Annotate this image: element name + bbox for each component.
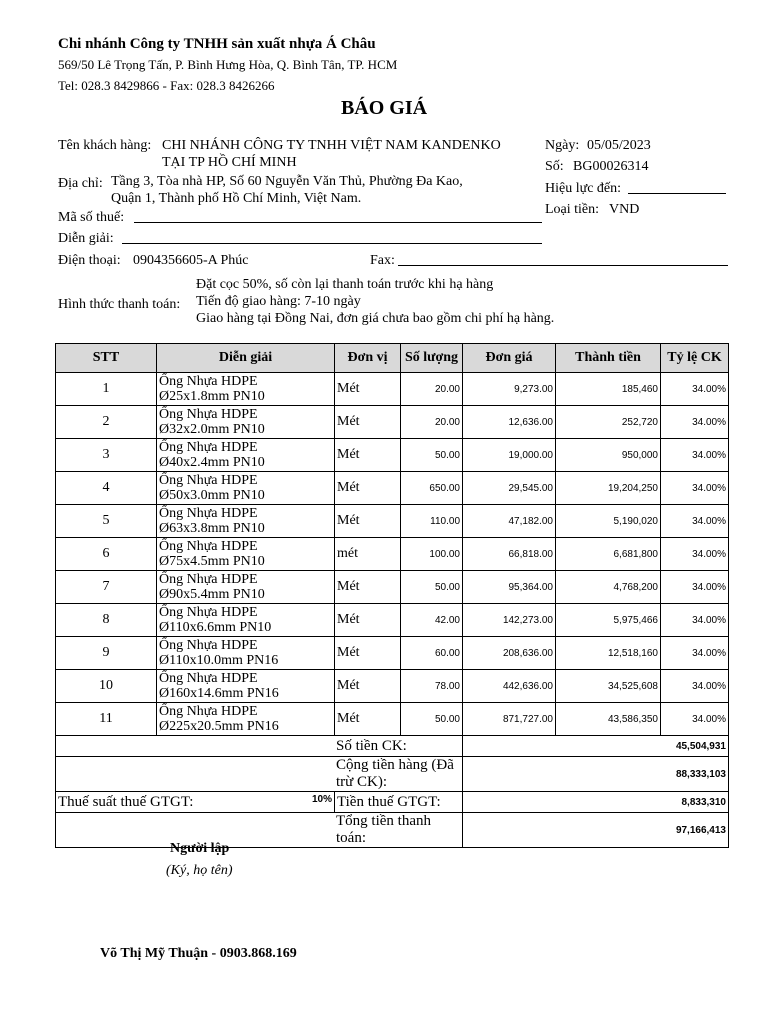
table-row [56,505,729,538]
desc-line1: Ống Nhựa HDPE [159,440,258,455]
stt-text: 6 [102,546,110,561]
qty-text: 50.00 [434,581,460,593]
unit-text: Mét [337,678,360,693]
amount-text: 43,586,350 [607,713,658,725]
qty-cell [401,439,463,472]
ck-text: 34.00% [692,548,726,560]
total-row [56,813,729,848]
stt-cell [56,703,157,736]
header-amount: Thành tiền [556,344,661,373]
price-cell [463,373,556,406]
amount-cell [556,406,661,439]
price-cell [463,472,556,505]
price-cell [463,538,556,571]
price-cell [463,703,556,736]
payment-line2: Tiến độ giao hàng: 7-10 ngày [196,294,361,309]
qty-text: 60.00 [434,647,460,659]
qty-cell [401,571,463,604]
desc-cell [157,538,335,571]
amount-text: 6,681,800 [613,548,658,560]
payment-label: Hình thức thanh toán: [58,297,181,312]
desc-line1: Ống Nhựa HDPE [159,572,258,587]
unit-cell [335,604,401,637]
address-line2: Quận 1, Thành phố Hồ Chí Minh, Việt Nam. [111,191,362,206]
desc-line2: Ø110x10.0mm PN16 [159,653,279,668]
stt-cell [56,637,157,670]
address-label: Địa chỉ: [58,176,103,191]
desc-cell [157,703,335,736]
payment-line3: Giao hàng tại Đồng Nai, đơn giá chưa bao gồm chi phí hạ hàng. [196,311,555,326]
amount-cell [556,472,661,505]
price-cell [463,439,556,472]
unit-cell [335,538,401,571]
table-row [56,670,729,703]
price-cell [463,670,556,703]
qty-text: 50.00 [434,449,460,461]
price-text: 95,364.00 [508,581,553,593]
ck-text: 34.00% [692,713,726,725]
unit-cell [335,373,401,406]
subtotal-row [56,757,729,792]
qty-text: 650.00 [429,482,460,494]
amount-text: 4,768,200 [613,581,658,593]
ck-text: 34.00% [692,647,726,659]
payment-line1: Đặt cọc 50%, số còn lại thanh toán trước khi hạ hàng [196,277,494,292]
ck-cell [661,406,729,439]
total-value: 97,166,413 [463,813,729,848]
desc-line2: Ø90x5.4mm PN10 [159,587,265,602]
tax-label: Mã số thuế: [58,210,125,225]
desc-line1: Ống Nhựa HDPE [159,473,258,488]
desc-line2: Ø160x14.6mm PN16 [159,686,279,701]
desc-line1: Ống Nhựa HDPE [159,605,258,620]
unit-text: mét [337,546,358,561]
signature-title: Người lập [170,841,230,856]
currency-label: Loại tiền: [545,202,600,217]
valid-label: Hiệu lực đến: [545,181,622,196]
ck-cell [661,505,729,538]
qty-cell [401,703,463,736]
stt-cell [56,670,157,703]
desc-line1: Ống Nhựa HDPE [159,407,258,422]
unit-text: Mét [337,612,360,627]
table-row [56,373,729,406]
vat-rate-value: 10% [311,794,332,805]
subtotal-value: 88,333,103 [463,757,729,792]
vat-value: 8,833,310 [463,792,729,813]
phone-label: Điện thoại: [58,253,121,268]
stt-text: 1 [102,381,110,396]
stt-text: 10 [99,678,113,693]
ck-cell [661,637,729,670]
amount-cell [556,439,661,472]
ck-text: 34.00% [692,416,726,428]
table-row [56,538,729,571]
amount-text: 19,204,250 [607,482,658,494]
unit-cell [335,472,401,505]
company-address: 569/50 Lê Trọng Tấn, P. Bình Hưng Hòa, Q. Bình Tân, TP. HCM [58,57,398,72]
ck-cell [661,604,729,637]
header-desc: Diễn giải [157,344,335,373]
ck-text: 34.00% [692,515,726,527]
table-row [56,472,729,505]
qty-text: 20.00 [434,383,460,395]
unit-cell [335,703,401,736]
stt-text: 2 [102,414,110,429]
stt-text: 9 [102,645,110,660]
price-cell [463,406,556,439]
price-cell [463,604,556,637]
header-price: Đơn giá [463,344,556,373]
stt-cell [56,373,157,406]
desc-cell [157,670,335,703]
discount-value: 45,504,931 [463,736,729,757]
desc-line2: Ø25x1.8mm PN10 [159,389,265,404]
date-value: 05/05/2023 [587,138,651,153]
customer-name-line2: TẠI TP HỒ CHÍ MINH [162,155,297,170]
ck-text: 34.00% [692,614,726,626]
qty-cell [401,604,463,637]
ck-cell [661,538,729,571]
phone-value: 0904356605-A Phúc [133,253,249,268]
unit-cell [335,670,401,703]
fax-field-line [398,265,728,266]
amount-text: 12,518,160 [607,647,658,659]
vat-row [56,792,729,813]
currency-value: VND [609,202,640,217]
header-stt: STT [56,344,157,373]
number-value: BG00026314 [573,159,649,174]
unit-cell [335,571,401,604]
amount-cell [556,571,661,604]
total-label: Tổng tiền thanh toán: [56,813,463,848]
stt-cell [56,538,157,571]
stt-text: 8 [102,612,110,627]
vat-rate-label: Thuế suất thuế GTGT: [58,793,194,810]
desc-cell [157,406,335,439]
quotation-table [55,343,729,848]
amount-text: 5,975,466 [613,614,658,626]
subtotal-label: Cộng tiền hàng (Đã trừ CK): [56,757,463,792]
amount-text: 34,525,608 [607,680,658,692]
qty-text: 20.00 [434,416,460,428]
qty-text: 50.00 [434,713,460,725]
table-row [56,604,729,637]
signature-note: (Ký, họ tên) [166,863,233,878]
company-contact: Tel: 028.3 8429866 - Fax: 028.3 8426266 [58,78,275,93]
desc-label: Diễn giải: [58,231,114,246]
unit-cell [335,406,401,439]
table-row [56,703,729,736]
stt-text: 7 [102,579,110,594]
ck-text: 34.00% [692,581,726,593]
table-header-row [56,344,729,373]
signer-name: Võ Thị Mỹ Thuận - 0903.868.169 [100,946,297,961]
ck-cell [661,670,729,703]
price-text: 9,273.00 [514,383,553,395]
desc-cell [157,571,335,604]
desc-line1: Ống Nhựa HDPE [159,671,258,686]
desc-line1: Ống Nhựa HDPE [159,638,258,653]
price-text: 29,545.00 [508,482,553,494]
unit-text: Mét [337,447,360,462]
discount-row [56,736,729,757]
desc-line1: Ống Nhựa HDPE [159,704,258,719]
ck-text: 34.00% [692,482,726,494]
stt-cell [56,439,157,472]
table-row [56,571,729,604]
desc-line1: Ống Nhựa HDPE [159,539,258,554]
qty-text: 110.00 [430,515,460,527]
desc-line2: Ø50x3.0mm PN10 [159,488,265,503]
amount-cell [556,538,661,571]
qty-cell [401,472,463,505]
qty-cell [401,670,463,703]
amount-text: 252,720 [621,416,658,428]
stt-cell [56,604,157,637]
desc-cell [157,472,335,505]
desc-cell [157,604,335,637]
number-label: Số: [545,159,564,174]
header-unit: Đơn vị [335,344,401,373]
desc-cell [157,505,335,538]
desc-line1: Ống Nhựa HDPE [159,374,258,389]
amount-cell [556,637,661,670]
amount-cell [556,505,661,538]
qty-cell [401,406,463,439]
ck-cell [661,472,729,505]
desc-line2: Ø110x6.6mm PN10 [159,620,272,635]
qty-text: 78.00 [434,680,460,692]
price-text: 208,636.00 [502,647,553,659]
stt-text: 3 [102,447,110,462]
header-qty: Số lượng [401,344,463,373]
qty-text: 100.00 [429,548,460,560]
amount-cell [556,670,661,703]
amount-text: 950,000 [621,449,658,461]
desc-line1: Ống Nhựa HDPE [159,506,258,521]
stt-text: 5 [102,513,110,528]
customer-name-line1: CHI NHÁNH CÔNG TY TNHH VIỆT NAM KANDENKO [162,138,501,153]
ck-cell [661,373,729,406]
desc-line2: Ø75x4.5mm PN10 [159,554,265,569]
customer-name-label: Tên khách hàng: [58,138,152,153]
qty-cell [401,373,463,406]
desc-line2: Ø40x2.4mm PN10 [159,455,265,470]
price-text: 871,727.00 [502,713,553,725]
price-text: 47,182.00 [508,515,553,527]
stt-cell [56,505,157,538]
amount-cell [556,373,661,406]
unit-text: Mét [337,513,360,528]
qty-text: 42.00 [434,614,460,626]
stt-cell [56,472,157,505]
vat-rate-cell [56,792,335,813]
table-row [56,439,729,472]
price-text: 142,273.00 [502,614,553,626]
unit-text: Mét [337,711,360,726]
ck-text: 34.00% [692,680,726,692]
unit-text: Mét [337,579,360,594]
page-title: BÁO GIÁ [340,97,428,119]
desc-cell [157,439,335,472]
stt-cell [56,571,157,604]
ck-cell [661,703,729,736]
price-text: 19,000.00 [508,449,553,461]
header-ck: Tỷ lệ CK [661,344,729,373]
address-line1: Tầng 3, Tòa nhà HP, Số 60 Nguyễn Văn Thủ, Phường Đa Kao, [111,174,463,189]
unit-cell [335,637,401,670]
fax-label: Fax: [370,253,395,268]
qty-cell [401,505,463,538]
price-cell [463,505,556,538]
stt-cell [56,406,157,439]
qty-cell [401,637,463,670]
desc-line2: Ø32x2.0mm PN10 [159,422,265,437]
price-cell [463,637,556,670]
stt-text: 11 [99,711,113,726]
amount-text: 185,460 [621,383,658,395]
stt-text: 4 [102,480,110,495]
tax-field-line [134,222,542,223]
amount-cell [556,604,661,637]
unit-text: Mét [337,645,360,660]
ck-cell [661,571,729,604]
price-cell [463,571,556,604]
desc-cell [157,373,335,406]
unit-text: Mét [337,480,360,495]
unit-cell [335,505,401,538]
price-text: 442,636.00 [502,680,553,692]
qty-cell [401,538,463,571]
amount-text: 5,190,020 [613,515,658,527]
desc-line2: Ø225x20.5mm PN16 [159,719,279,734]
desc-field-line [122,243,542,244]
company-name: Chi nhánh Công ty TNHH sản xuất nhựa Á Châu [58,36,376,52]
price-text: 66,818.00 [508,548,553,560]
table-row [56,406,729,439]
date-label: Ngày: [545,138,580,153]
amount-cell [556,703,661,736]
valid-field-line [628,193,726,194]
unit-cell [335,439,401,472]
vat-label: Tiền thuế GTGT: [335,792,463,813]
table-row [56,637,729,670]
price-text: 12,636.00 [508,416,553,428]
unit-text: Mét [337,414,360,429]
desc-cell [157,637,335,670]
desc-line2: Ø63x3.8mm PN10 [159,521,265,536]
unit-text: Mét [337,381,360,396]
discount-label: Số tiền CK: [56,736,463,757]
ck-cell [661,439,729,472]
ck-text: 34.00% [692,383,726,395]
ck-text: 34.00% [692,449,726,461]
